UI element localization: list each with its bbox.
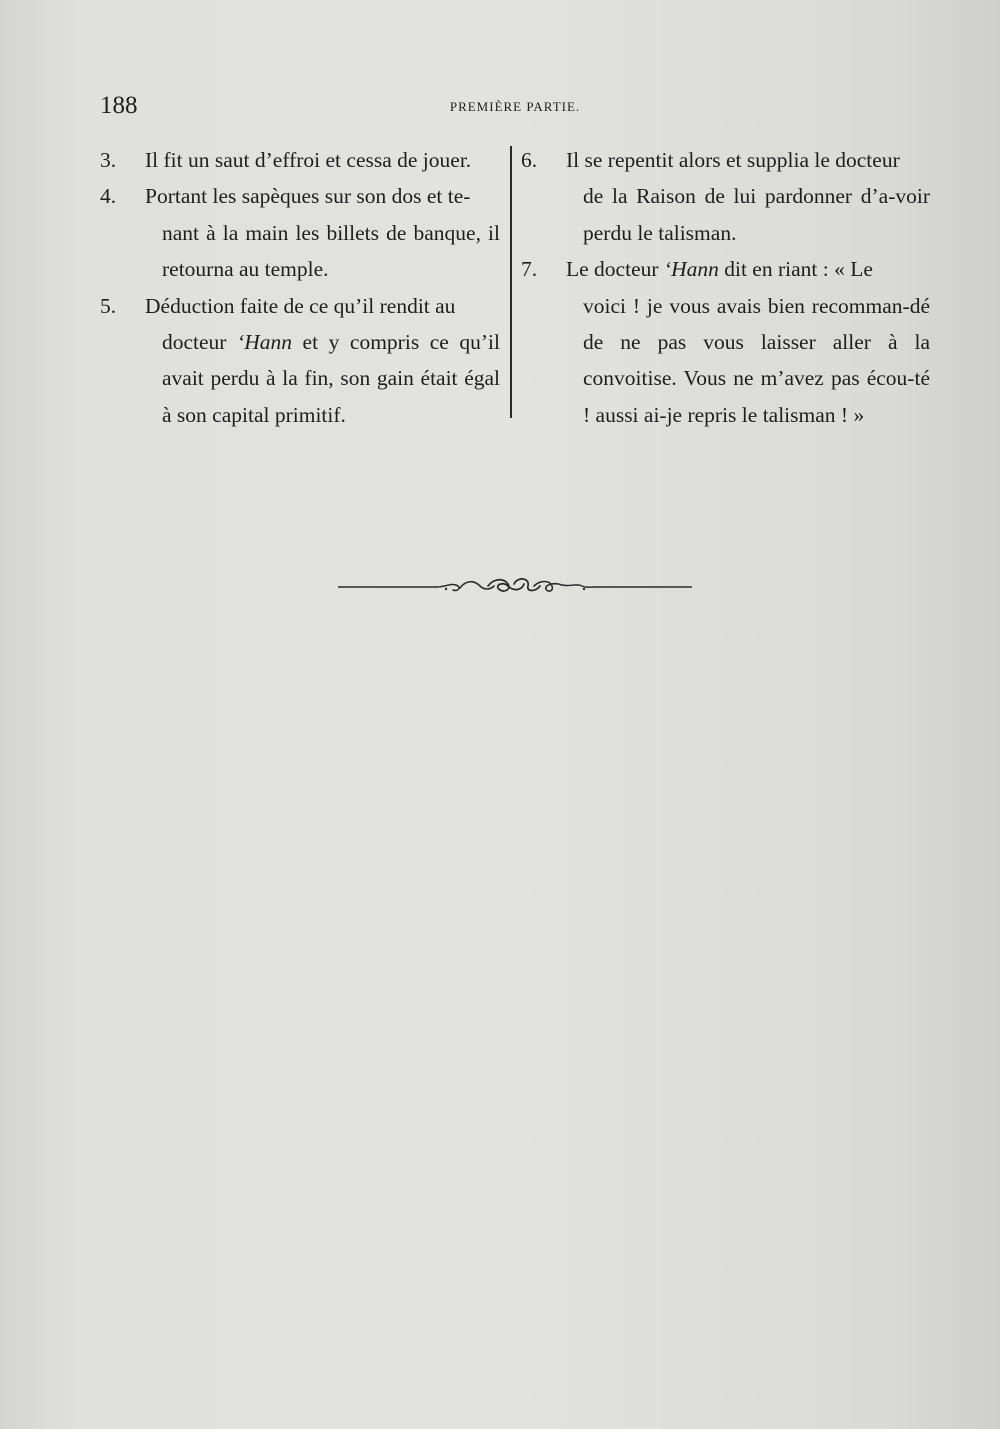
left-column — [100, 142, 500, 433]
list-item — [100, 142, 500, 178]
item-continuation-start: docteur — [162, 330, 238, 355]
item-number: 3. — [100, 148, 117, 172]
list-item — [521, 142, 930, 251]
item-first-line: Il se repentit alors et supplia le docteur — [566, 148, 900, 172]
list-item — [100, 288, 500, 434]
item-number: 6. — [521, 148, 538, 172]
item-first-line: Portant les sapèques sur son dos et te- — [145, 184, 471, 209]
italic-name: ‘Hann — [663, 257, 719, 282]
column-divider — [510, 146, 512, 418]
item-first-line: Il fit un saut d’effroi et cessa de jouer. — [145, 148, 472, 172]
running-head: PREMIÈRE PARTIE. — [449, 99, 581, 114]
first-line-end: dit en riant : « Le — [718, 257, 873, 282]
two-column-text — [100, 142, 930, 427]
right-column — [521, 142, 930, 433]
list-item — [100, 178, 500, 287]
list-item — [521, 251, 930, 433]
item-continuation: voici ! je vous avais bien recomman-dé de ne pas vous laisser aller à la convoitise. Vous ne m’avez pas écou-té ! aussi ai-je repris le talisman ! » — [583, 293, 930, 427]
page-number: 188 — [100, 92, 138, 119]
item-number: 7. — [521, 257, 538, 282]
item-continuation-end: et y compris ce qu’il avait perdu à la fin, son gain était égal à son capital primitif. — [162, 330, 500, 427]
italic-name: ‘Hann — [237, 330, 292, 355]
item-continuation: de la Raison de lui pardonner d’a-voir perdu le talisman. — [583, 184, 930, 245]
item-first-line: Déduction faite de ce qu’il rendit au — [145, 293, 456, 318]
item-number: 4. — [100, 184, 117, 209]
tailpiece-flourish-icon — [338, 574, 692, 598]
first-line-start: Le docteur — [566, 257, 664, 282]
item-number: 5. — [100, 293, 117, 318]
item-first-line — [566, 251, 930, 287]
item-continuation: nant à la main les billets de banque, il retourna au temple. — [162, 220, 500, 282]
page-header — [100, 92, 930, 126]
